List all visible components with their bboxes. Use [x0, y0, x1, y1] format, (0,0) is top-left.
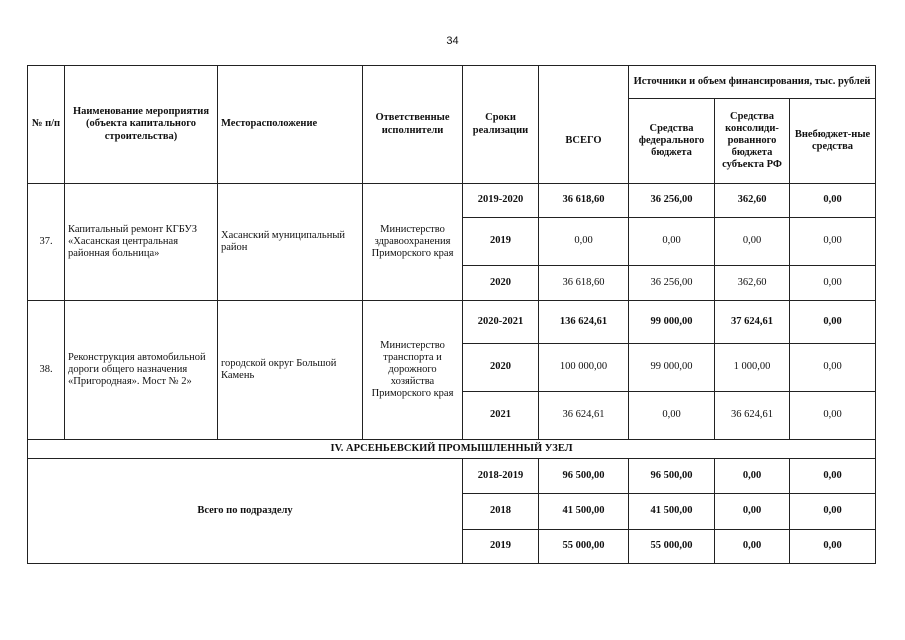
period-cell: 2019 [463, 530, 539, 564]
total-cell: 41 500,00 [539, 494, 629, 530]
project-name: Капитальный ремонт КГБУЗ «Хасанская центральная районная больница» [65, 184, 218, 301]
regional-cell: 1 000,00 [715, 344, 790, 392]
period-cell: 2021 [463, 392, 539, 440]
federal-cell: 99 000,00 [629, 344, 715, 392]
funding-table [27, 65, 876, 564]
federal-cell: 55 000,00 [629, 530, 715, 564]
extra-cell: 0,00 [790, 530, 876, 564]
total-cell: 36 618,60 [539, 184, 629, 218]
header-location: Месторасположение [218, 66, 363, 184]
header-executors: Ответственные исполнители [363, 66, 463, 184]
extra-cell: 0,00 [790, 392, 876, 440]
subtotal-label: Всего по подразделу [28, 459, 463, 564]
total-cell: 96 500,00 [539, 459, 629, 494]
period-cell: 2019-2020 [463, 184, 539, 218]
table-row [28, 184, 876, 218]
section-row [28, 440, 876, 459]
project-location: Хасанский муниципальный район [218, 184, 363, 301]
regional-cell: 0,00 [715, 459, 790, 494]
regional-cell: 36 624,61 [715, 392, 790, 440]
table-row [28, 459, 876, 494]
extra-cell: 0,00 [790, 266, 876, 301]
project-num: 38. [28, 301, 65, 440]
header-terms: Сроки реализации [463, 66, 539, 184]
extra-cell: 0,00 [790, 344, 876, 392]
project-executor: Министерство здравоохранения Приморского края [363, 184, 463, 301]
header-total: ВСЕГО [539, 99, 629, 184]
period-cell: 2018 [463, 494, 539, 530]
header-federal: Средства федерального бюджета [629, 99, 715, 184]
project-location: городской округ Большой Камень [218, 301, 363, 440]
total-cell: 36 618,60 [539, 266, 629, 301]
extra-cell: 0,00 [790, 301, 876, 344]
federal-cell: 36 256,00 [629, 184, 715, 218]
extra-cell: 0,00 [790, 218, 876, 266]
regional-cell: 0,00 [715, 530, 790, 564]
page-number: 34 [446, 35, 459, 47]
project-executor: Министерство транспорта и дорожного хозяйства Приморского края [363, 301, 463, 440]
total-cell: 136 624,61 [539, 301, 629, 344]
period-cell: 2020 [463, 266, 539, 301]
federal-cell: 99 000,00 [629, 301, 715, 344]
federal-cell: 41 500,00 [629, 494, 715, 530]
regional-cell: 362,60 [715, 184, 790, 218]
total-cell: 36 624,61 [539, 392, 629, 440]
federal-cell: 0,00 [629, 218, 715, 266]
table-row [28, 301, 876, 344]
header-extra: Внебюджет-ные средства [790, 99, 876, 184]
federal-cell: 36 256,00 [629, 266, 715, 301]
header-num: № п/п [28, 66, 65, 184]
header-name: Наименование мероприятия (объекта капитального строительства) [65, 66, 218, 184]
period-cell: 2020 [463, 344, 539, 392]
total-cell: 100 000,00 [539, 344, 629, 392]
period-cell: 2020-2021 [463, 301, 539, 344]
regional-cell: 0,00 [715, 218, 790, 266]
total-cell: 0,00 [539, 218, 629, 266]
federal-cell: 96 500,00 [629, 459, 715, 494]
header-funding-group: Источники и объем финансирования, тыс. рублей [629, 66, 876, 99]
total-cell: 55 000,00 [539, 530, 629, 564]
period-cell: 2019 [463, 218, 539, 266]
extra-cell: 0,00 [790, 184, 876, 218]
section-title: IV. АРСЕНЬЕВСКИЙ ПРОМЫШЛЕННЫЙ УЗЕЛ [28, 440, 876, 459]
federal-cell: 0,00 [629, 392, 715, 440]
extra-cell: 0,00 [790, 459, 876, 494]
regional-cell: 362,60 [715, 266, 790, 301]
regional-cell: 0,00 [715, 494, 790, 530]
header-regional: Средства консолиди-рованного бюджета субъекта РФ [715, 99, 790, 184]
period-cell: 2018-2019 [463, 459, 539, 494]
project-name: Реконструкция автомобильной дороги общего назначения «Пригородная». Мост № 2» [65, 301, 218, 440]
header-funding-blank [539, 66, 629, 99]
extra-cell: 0,00 [790, 494, 876, 530]
regional-cell: 37 624,61 [715, 301, 790, 344]
project-num: 37. [28, 184, 65, 301]
